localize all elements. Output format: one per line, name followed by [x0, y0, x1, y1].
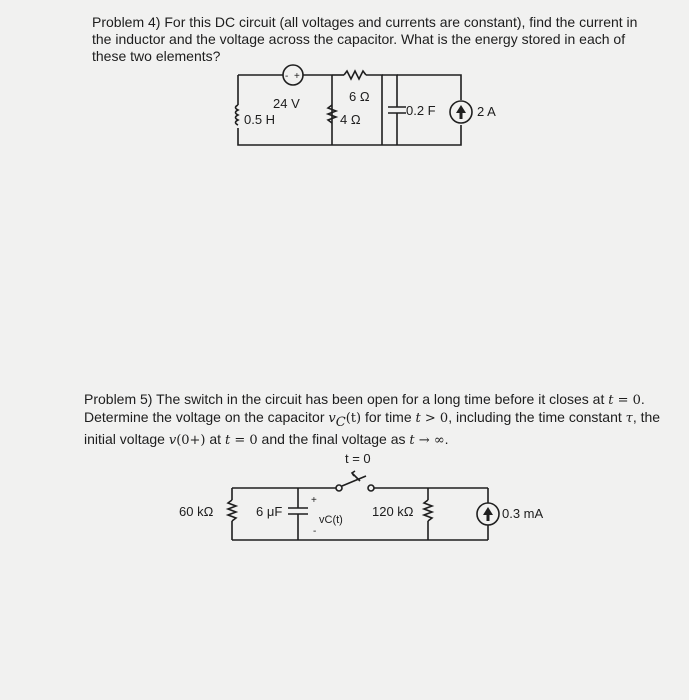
resistor-60k-label: 60 kΩ	[179, 504, 214, 519]
vc-symbol: v	[328, 411, 336, 426]
cap-voltage-label: vC(t)	[319, 514, 343, 526]
current-source-2-symbol	[477, 503, 499, 525]
voltage-source-symbol	[283, 65, 303, 85]
gt-zero: > 0	[420, 411, 449, 426]
source-voltage-label: 24 V	[273, 96, 300, 111]
tau-symbol: τ	[625, 411, 633, 426]
v0-argument: (0+)	[176, 432, 206, 448]
p5-part6: at	[205, 430, 225, 447]
p5-part7: and the final voltage as	[257, 430, 410, 447]
p5-part2: . Determine the voltage on the capacitor	[84, 391, 645, 425]
inductor-label: 0.5 H	[244, 112, 276, 127]
resistor-6-label: 6 Ω	[349, 89, 370, 104]
problem-5-text	[84, 391, 664, 449]
problem-4-text: Problem 4) For this DC circuit (all voltages and currents are constant), find the current in the inductor and the voltage across the capacitor. What is the energy stored in each of these two elements?	[92, 14, 638, 64]
resistor-4-label: 4 Ω	[340, 112, 361, 127]
p5-part5: , the initial voltage	[84, 409, 661, 447]
p5-part3: for time	[361, 409, 416, 425]
current-source-symbol	[450, 101, 472, 123]
switch-arrow-icon	[352, 471, 360, 481]
p5-part4: , including the time constant	[448, 409, 626, 425]
resistor-6-symbol	[344, 71, 366, 79]
cap-minus-sign: -	[313, 526, 317, 537]
p5-part1: Problem 5) The switch in the circuit has been open for a long time before it closes at	[84, 391, 605, 407]
current-arrow-2-icon	[483, 507, 493, 521]
eq-zero-2: = 0	[230, 432, 258, 448]
t-symbol-3: t	[224, 432, 231, 448]
switch-blade	[342, 476, 366, 486]
resistor-60k-symbol	[228, 500, 236, 521]
vc-subscript: C	[335, 414, 346, 430]
capacitor-6uf-label: 6 μF	[256, 504, 283, 519]
switch-contact-right	[368, 485, 374, 491]
vc-argument: (t)	[345, 411, 362, 426]
t-symbol-4: t	[409, 432, 415, 448]
t-symbol: t	[608, 393, 614, 408]
v0-symbol: v	[168, 432, 177, 448]
resistor-120k-symbol	[424, 500, 432, 521]
eq-zero: = 0	[613, 393, 641, 408]
arrow-infinity: → ∞	[414, 432, 445, 448]
p5-part8: .	[444, 430, 449, 447]
t-symbol-2: t	[415, 411, 421, 426]
polarity-plus: +	[294, 71, 300, 82]
capacitor-label: 0.2 F	[406, 103, 436, 118]
polarity-minus: -	[285, 71, 289, 82]
capacitor-6uf-symbol	[288, 508, 308, 514]
cap-plus-sign: +	[311, 495, 317, 506]
current-source-2-label: 0.3 mA	[502, 506, 544, 521]
current-source-label: 2 A	[477, 104, 496, 119]
inductor-symbol	[236, 105, 239, 125]
switch-contact-left	[336, 485, 342, 491]
resistor-4-symbol	[328, 105, 336, 123]
capacitor-symbol	[388, 107, 406, 113]
switch-time-label: t = 0	[345, 451, 371, 466]
resistor-120k-label: 120 kΩ	[372, 504, 414, 519]
current-arrow-icon	[456, 105, 466, 119]
